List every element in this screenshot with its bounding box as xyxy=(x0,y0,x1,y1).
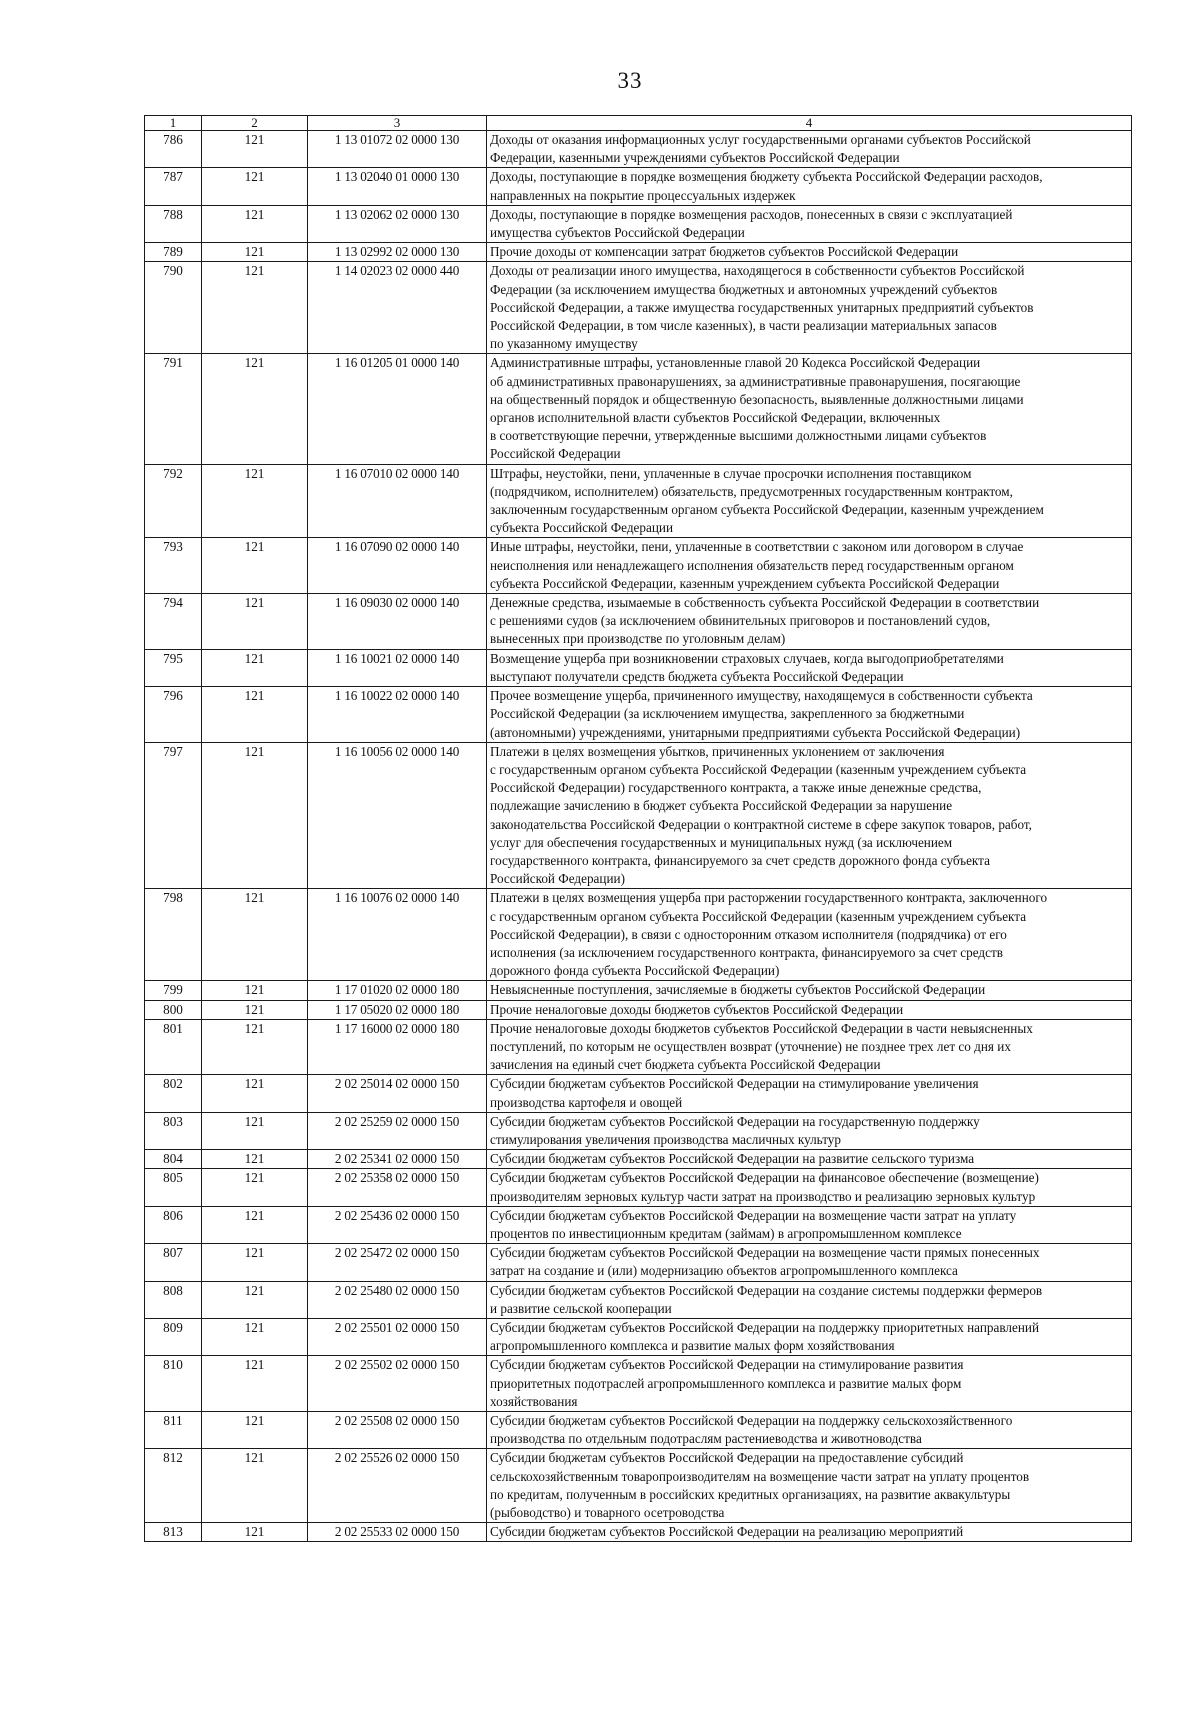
description-line: Субсидии бюджетам субъектов Российской Федерации на развитие сельского туризма xyxy=(490,1151,975,1167)
description-line: Доходы, поступающие в порядке возмещения бюджету субъекта Российской Федерации расходов, xyxy=(490,169,1043,185)
table-row xyxy=(145,1206,1132,1243)
administrator-code: 121 xyxy=(202,464,308,538)
row-number: 799 xyxy=(145,981,202,1000)
revenue-code: 1 17 01020 02 0000 180 xyxy=(308,981,487,1000)
table-row xyxy=(145,1356,1132,1412)
administrator-code: 121 xyxy=(202,687,308,743)
description-line: Субсидии бюджетам субъектов Российской Федерации на государственную поддержку xyxy=(490,1113,980,1129)
description-line: Федерации, казенными учреждениями субъектов Российской Федерации xyxy=(490,150,900,166)
row-number: 798 xyxy=(145,889,202,981)
header-col-3: 3 xyxy=(308,116,487,131)
row-number: 811 xyxy=(145,1412,202,1449)
description-line: Доходы от оказания информационных услуг государственными органами субъектов Российской xyxy=(490,132,1031,147)
description-line: Штрафы, неустойки, пени, уплаченные в случае просрочки исполнения поставщиком xyxy=(490,465,972,481)
table-row xyxy=(145,1112,1132,1149)
description-line: Прочие неналоговые доходы бюджетов субъектов Российской Федерации xyxy=(490,1001,904,1017)
revenue-description xyxy=(487,1169,1132,1206)
description-line: Российской Федерации, в том числе казенных), в части реализации материальных запасов xyxy=(490,318,997,334)
row-number: 791 xyxy=(145,354,202,464)
administrator-code: 121 xyxy=(202,1000,308,1019)
administrator-code: 121 xyxy=(202,594,308,650)
table-row xyxy=(145,1150,1132,1169)
description-line: затрат на создание и (или) модернизацию объектов агропромышленного комплекса xyxy=(490,1263,958,1279)
description-line: с государственным органом субъекта Российской Федерации (казенным учреждением субъекта xyxy=(490,908,1027,924)
row-number: 796 xyxy=(145,687,202,743)
administrator-code: 121 xyxy=(202,981,308,1000)
row-number: 805 xyxy=(145,1169,202,1206)
revenue-description xyxy=(487,981,1132,1000)
description-line: вынесенных при производстве по уголовным делам) xyxy=(490,631,786,647)
revenue-description xyxy=(487,649,1132,686)
description-line: Доходы, поступающие в порядке возмещения расходов, понесенных в связи с эксплуатацией xyxy=(490,206,1013,222)
description-line: Российской Федерации (за исключением имущества, закрепленного за бюджетными xyxy=(490,706,965,722)
table-row xyxy=(145,981,1132,1000)
table-row xyxy=(145,1019,1132,1075)
revenue-description xyxy=(487,262,1132,354)
description-line: субъекта Российской Федерации, казенным учреждением субъекта Российской Федерации xyxy=(490,575,1000,591)
administrator-code: 121 xyxy=(202,889,308,981)
revenue-description xyxy=(487,1523,1132,1542)
revenue-codes-table-container xyxy=(144,115,1131,1542)
table-row xyxy=(145,889,1132,981)
description-line: Субсидии бюджетам субъектов Российской Федерации на финансовое обеспечение (возмещение) xyxy=(490,1170,1039,1186)
row-number: 812 xyxy=(145,1449,202,1523)
revenue-code: 2 02 25014 02 0000 150 xyxy=(308,1075,487,1112)
revenue-code: 2 02 25472 02 0000 150 xyxy=(308,1244,487,1281)
description-line: Субсидии бюджетам субъектов Российской Федерации на создание системы поддержки фермеров xyxy=(490,1282,1043,1298)
table-row xyxy=(145,1281,1132,1318)
description-line: процентов по инвестиционным кредитам (займам) в агропромышленном комплексе xyxy=(490,1225,962,1241)
table-row xyxy=(145,742,1132,889)
revenue-code: 1 16 07010 02 0000 140 xyxy=(308,464,487,538)
revenue-code: 1 17 16000 02 0000 180 xyxy=(308,1019,487,1075)
revenue-code: 1 13 02062 02 0000 130 xyxy=(308,205,487,242)
administrator-code: 121 xyxy=(202,1412,308,1449)
revenue-description xyxy=(487,1150,1132,1169)
revenue-description xyxy=(487,1356,1132,1412)
revenue-code: 1 16 10076 02 0000 140 xyxy=(308,889,487,981)
row-number: 790 xyxy=(145,262,202,354)
revenue-description xyxy=(487,1319,1132,1356)
description-line: Федерации (за исключением имущества бюджетных и автономных учреждений субъектов xyxy=(490,281,998,297)
revenue-code: 1 13 01072 02 0000 130 xyxy=(308,131,487,168)
table-row xyxy=(145,262,1132,354)
revenue-code: 2 02 25508 02 0000 150 xyxy=(308,1412,487,1449)
description-line: Денежные средства, изымаемые в собственность субъекта Российской Федерации в соответствии xyxy=(490,595,1040,611)
revenue-code: 1 17 05020 02 0000 180 xyxy=(308,1000,487,1019)
description-line: стимулирования увеличения производства масличных культур xyxy=(490,1131,841,1147)
revenue-description xyxy=(487,1206,1132,1243)
row-number: 786 xyxy=(145,131,202,168)
description-line: поступлений, по которым не осуществлен возврат (уточнение) не позднее трех лет со дня их xyxy=(490,1038,1011,1054)
row-number: 810 xyxy=(145,1356,202,1412)
description-line: исполнения (за исключением государственного контракта, финансируемого за счет средств xyxy=(490,944,1003,960)
table-row xyxy=(145,131,1132,168)
description-line: услуг для обеспечения государственных и муниципальных нужд (за исключением xyxy=(490,834,953,850)
row-number: 793 xyxy=(145,538,202,594)
description-line: Российской Федерации), в связи с односторонним отказом исполнителя (подрядчика) от его xyxy=(490,926,1007,942)
administrator-code: 121 xyxy=(202,243,308,262)
description-line: по кредитам, полученным в российских кредитных организациях, на развитие аквакультуры xyxy=(490,1486,1011,1502)
description-line: зачисления на единый счет бюджета субъекта Российской Федерации xyxy=(490,1057,881,1073)
revenue-code: 1 16 10056 02 0000 140 xyxy=(308,742,487,889)
table-row xyxy=(145,649,1132,686)
table-row xyxy=(145,205,1132,242)
description-line: агропромышленного комплекса и развитие малых форм хозяйствования xyxy=(490,1338,895,1354)
revenue-code: 1 13 02992 02 0000 130 xyxy=(308,243,487,262)
description-line: государственного контракта, финансируемого за счет средств дорожного фонда субъекта xyxy=(490,852,990,868)
table-row xyxy=(145,687,1132,743)
row-number: 803 xyxy=(145,1112,202,1149)
description-line: Возмещение ущерба при возникновении страховых случаев, когда выгодоприобретателями xyxy=(490,650,1004,666)
administrator-code: 121 xyxy=(202,1019,308,1075)
revenue-code: 2 02 25436 02 0000 150 xyxy=(308,1206,487,1243)
description-line: Субсидии бюджетам субъектов Российской Федерации на поддержку приоритетных направлений xyxy=(490,1320,1040,1335)
table-row xyxy=(145,1169,1132,1206)
administrator-code: 121 xyxy=(202,1356,308,1412)
revenue-description xyxy=(487,205,1132,242)
description-line: Российской Федерации, а также имущества государственных унитарных предприятий субъектов xyxy=(490,299,1034,315)
table-row xyxy=(145,1319,1132,1356)
revenue-code: 2 02 25502 02 0000 150 xyxy=(308,1356,487,1412)
description-line: Платежи в целях возмещения убытков, причиненных уклонением от заключения xyxy=(490,743,945,759)
description-line: Прочие доходы от компенсации затрат бюджетов субъектов Российской Федерации xyxy=(490,244,959,260)
administrator-code: 121 xyxy=(202,1281,308,1318)
description-line: Субсидии бюджетам субъектов Российской Федерации на возмещение части прямых понесенных xyxy=(490,1245,1040,1261)
row-number: 807 xyxy=(145,1244,202,1281)
revenue-code: 2 02 25526 02 0000 150 xyxy=(308,1449,487,1523)
description-line: (рыбоводство) и товарного осетроводства xyxy=(490,1505,725,1521)
revenue-description xyxy=(487,464,1132,538)
revenue-description xyxy=(487,742,1132,889)
revenue-code: 1 16 09030 02 0000 140 xyxy=(308,594,487,650)
description-line: и развитие сельской кооперации xyxy=(490,1300,672,1316)
description-line: производителям зерновых культур части затрат на производство и реализацию зерновых культур xyxy=(490,1188,1036,1204)
header-col-4: 4 xyxy=(487,116,1132,131)
administrator-code: 121 xyxy=(202,1169,308,1206)
description-line: (автономными) учреждениями, унитарными предприятиями субъекта Российской Федерации) xyxy=(490,724,1021,740)
revenue-description xyxy=(487,131,1132,168)
administrator-code: 121 xyxy=(202,742,308,889)
table-row xyxy=(145,594,1132,650)
table-row xyxy=(145,1412,1132,1449)
description-line: Субсидии бюджетам субъектов Российской Федерации на возмещение части затрат на уплату xyxy=(490,1207,1017,1223)
description-line: Платежи в целях возмещения ущерба при расторжении государственного контракта, заключенного xyxy=(490,890,1048,906)
revenue-codes-table xyxy=(144,115,1132,1542)
row-number: 788 xyxy=(145,205,202,242)
table-row xyxy=(145,1244,1132,1281)
table-row xyxy=(145,1075,1132,1112)
administrator-code: 121 xyxy=(202,1319,308,1356)
description-line: имущества субъектов Российской Федерации xyxy=(490,225,745,241)
revenue-code: 1 16 01205 01 0000 140 xyxy=(308,354,487,464)
description-line: по указанному имуществу xyxy=(490,336,638,352)
description-line: приоритетных подотраслей агропромышленного комплекса и развитие малых форм xyxy=(490,1375,962,1391)
revenue-code: 1 14 02023 02 0000 440 xyxy=(308,262,487,354)
revenue-description xyxy=(487,889,1132,981)
description-line: дорожного фонда субъекта Российской Федерации) xyxy=(490,963,780,979)
revenue-description xyxy=(487,687,1132,743)
revenue-description xyxy=(487,354,1132,464)
administrator-code: 121 xyxy=(202,1206,308,1243)
header-col-1: 1 xyxy=(145,116,202,131)
table-row xyxy=(145,1523,1132,1542)
description-line: с решениями судов (за исключением обвинительных приговоров и постановлений судов, xyxy=(490,613,991,629)
row-number: 794 xyxy=(145,594,202,650)
description-line: Субсидии бюджетам субъектов Российской Федерации на поддержку сельскохозяйственного xyxy=(490,1413,1013,1429)
revenue-code: 2 02 25358 02 0000 150 xyxy=(308,1169,487,1206)
revenue-code: 2 02 25341 02 0000 150 xyxy=(308,1150,487,1169)
administrator-code: 121 xyxy=(202,262,308,354)
description-line: производства картофеля и овощей xyxy=(490,1094,683,1110)
description-line: Субсидии бюджетам субъектов Российской Федерации на реализацию мероприятий xyxy=(490,1524,964,1540)
row-number: 797 xyxy=(145,742,202,889)
row-number: 800 xyxy=(145,1000,202,1019)
administrator-code: 121 xyxy=(202,205,308,242)
description-line: органов исполнительной власти субъектов Российской Федерации, включенных xyxy=(490,410,941,426)
revenue-description xyxy=(487,1412,1132,1449)
description-line: неисполнения или ненадлежащего исполнения обязательств перед государственным органом xyxy=(490,557,1014,573)
description-line: Российской Федерации) xyxy=(490,871,625,887)
revenue-code: 2 02 25259 02 0000 150 xyxy=(308,1112,487,1149)
administrator-code: 121 xyxy=(202,1075,308,1112)
header-col-2: 2 xyxy=(202,116,308,131)
table-row xyxy=(145,1449,1132,1523)
revenue-description xyxy=(487,243,1132,262)
revenue-code: 1 16 07090 02 0000 140 xyxy=(308,538,487,594)
row-number: 801 xyxy=(145,1019,202,1075)
revenue-description xyxy=(487,1244,1132,1281)
revenue-code: 2 02 25533 02 0000 150 xyxy=(308,1523,487,1542)
description-line: хозяйствования xyxy=(490,1393,578,1409)
administrator-code: 121 xyxy=(202,1150,308,1169)
page-number: 33 xyxy=(617,68,643,93)
administrator-code: 121 xyxy=(202,1449,308,1523)
row-number: 802 xyxy=(145,1075,202,1112)
row-number: 813 xyxy=(145,1523,202,1542)
revenue-description xyxy=(487,538,1132,594)
description-line: Субсидии бюджетам субъектов Российской Федерации на стимулирование увеличения xyxy=(490,1076,979,1092)
revenue-code: 2 02 25480 02 0000 150 xyxy=(308,1281,487,1318)
description-line: Прочие неналоговые доходы бюджетов субъектов Российской Федерации в части невыясненных xyxy=(490,1020,1033,1036)
description-line: выступают получатели средств бюджета субъекта Российской Федерации xyxy=(490,668,904,684)
table-row xyxy=(145,354,1132,464)
description-line: сельскохозяйственным товаропроизводителям на возмещение части затрат на уплату процентов xyxy=(490,1468,1030,1484)
description-line: Субсидии бюджетам субъектов Российской Федерации на стимулирование развития xyxy=(490,1357,964,1373)
revenue-description xyxy=(487,594,1132,650)
description-line: Российской Федерации xyxy=(490,446,621,462)
row-number: 792 xyxy=(145,464,202,538)
description-line: Доходы от реализации иного имущества, находящегося в собственности субъектов Российской xyxy=(490,263,1025,279)
description-line: в соответствующие перечни, утвержденные высшими должностными лицами субъектов xyxy=(490,428,987,444)
administrator-code: 121 xyxy=(202,131,308,168)
row-number: 806 xyxy=(145,1206,202,1243)
revenue-description xyxy=(487,1281,1132,1318)
table-row xyxy=(145,243,1132,262)
row-number: 787 xyxy=(145,168,202,205)
description-line: производства по отдельным подотраслям растениеводства и животноводства xyxy=(490,1431,922,1447)
revenue-description xyxy=(487,1019,1132,1075)
administrator-code: 121 xyxy=(202,1112,308,1149)
row-number: 809 xyxy=(145,1319,202,1356)
description-line: Иные штрафы, неустойки, пени, уплаченные в соответствии с законом или договором в случае xyxy=(490,539,1024,555)
row-number: 795 xyxy=(145,649,202,686)
revenue-description xyxy=(487,1112,1132,1149)
description-line: Российской Федерации) государственного контракта, а также иные денежные средства, xyxy=(490,780,982,796)
revenue-description xyxy=(487,168,1132,205)
row-number: 789 xyxy=(145,243,202,262)
description-line: заключенным государственным органом субъекта Российской Федерации, казенным учреждением xyxy=(490,502,1044,518)
table-row xyxy=(145,464,1132,538)
administrator-code: 121 xyxy=(202,1244,308,1281)
description-line: подлежащие зачислению в бюджет субъекта Российской Федерации за нарушение xyxy=(490,798,953,814)
administrator-code: 121 xyxy=(202,354,308,464)
description-line: на общественный порядок и общественную безопасность, выявленные должностными лицами xyxy=(490,391,1024,407)
description-line: (подрядчиком, исполнителем) обязательств, предусмотренных государственным контрактом, xyxy=(490,483,1013,499)
description-line: направленных на покрытие процессуальных издержек xyxy=(490,187,796,203)
revenue-code: 1 16 10022 02 0000 140 xyxy=(308,687,487,743)
description-line: Административные штрафы, установленные главой 20 Кодекса Российской Федерации xyxy=(490,355,981,371)
revenue-description xyxy=(487,1075,1132,1112)
description-line: субъекта Российской Федерации xyxy=(490,520,674,536)
row-number: 804 xyxy=(145,1150,202,1169)
description-line: законодательства Российской Федерации о контрактной системе в сфере закупок товаров, работ, xyxy=(490,816,1032,832)
description-line: с государственным органом субъекта Российской Федерации (казенным учреждением субъекта xyxy=(490,761,1027,777)
revenue-description xyxy=(487,1000,1132,1019)
table-header-row xyxy=(145,116,1132,131)
row-number: 808 xyxy=(145,1281,202,1318)
description-line: Прочее возмещение ущерба, причиненного имуществу, находящемуся в собственности субъекта xyxy=(490,688,1033,704)
description-line: Субсидии бюджетам субъектов Российской Федерации на предоставление субсидий xyxy=(490,1450,964,1466)
table-row xyxy=(145,1000,1132,1019)
revenue-description xyxy=(487,1449,1132,1523)
revenue-code: 1 13 02040 01 0000 130 xyxy=(308,168,487,205)
administrator-code: 121 xyxy=(202,1523,308,1542)
administrator-code: 121 xyxy=(202,538,308,594)
table-row xyxy=(145,538,1132,594)
description-line: Невыясненные поступления, зачисляемые в бюджеты субъектов Российской Федерации xyxy=(490,982,986,998)
description-line: об административных правонарушениях, за административные правонарушения, посягающие xyxy=(490,373,1021,389)
administrator-code: 121 xyxy=(202,168,308,205)
table-row xyxy=(145,168,1132,205)
administrator-code: 121 xyxy=(202,649,308,686)
revenue-code: 2 02 25501 02 0000 150 xyxy=(308,1319,487,1356)
revenue-code: 1 16 10021 02 0000 140 xyxy=(308,649,487,686)
